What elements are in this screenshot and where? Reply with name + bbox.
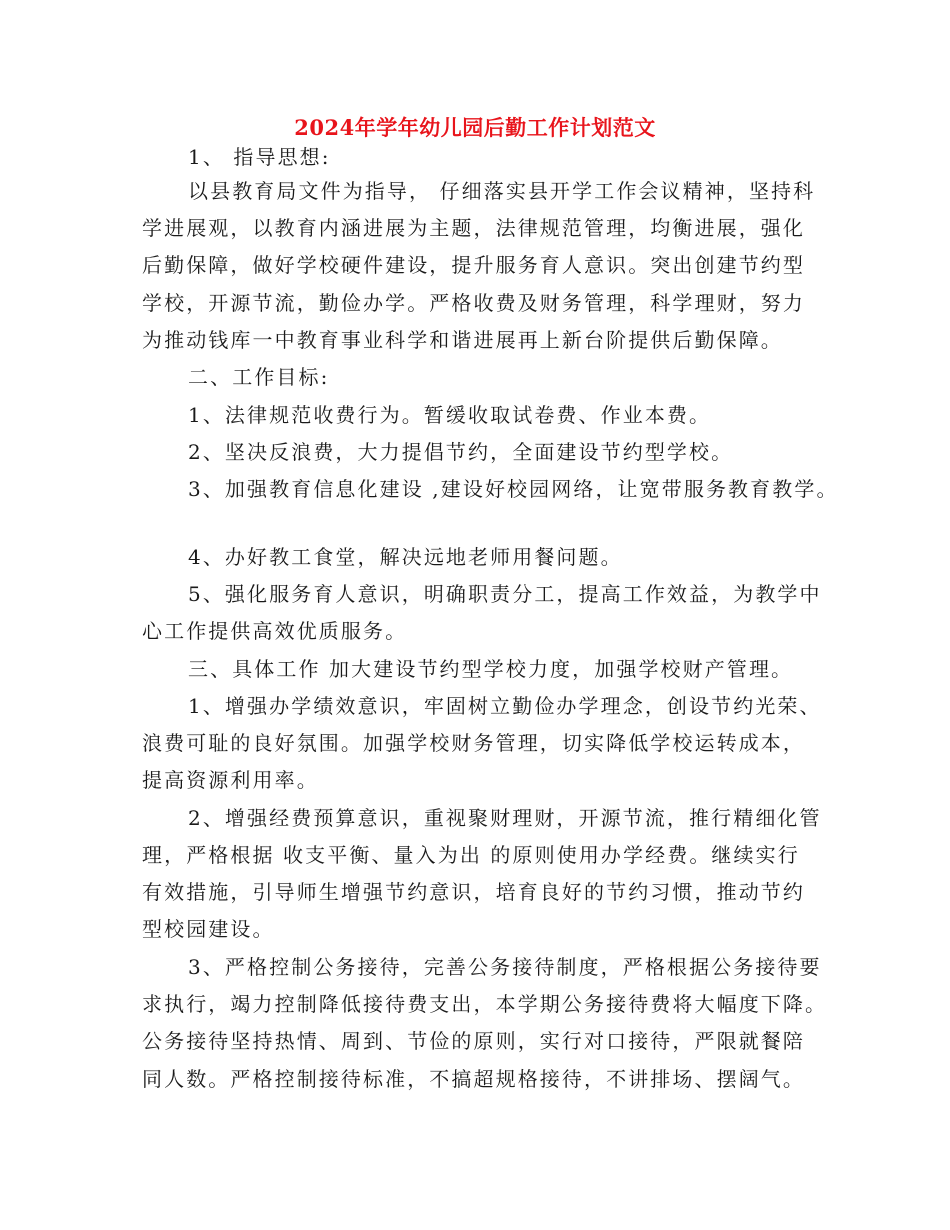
heading-specific-work: 三、具体工作 加大建设节约型学校力度，加强学校财产管理。 <box>188 657 794 681</box>
paragraph-line: 为推动钱库一中教育事业科学和谐进展再上新台阶提供后勤保障。 <box>142 328 783 352</box>
paragraph-line: 浪费可耻的良好氛围。加强学校财务管理，切实降低学校运转成本， <box>142 731 805 755</box>
paragraph-line: 提高资源利用率。 <box>142 768 319 792</box>
goal-item: 1、法律规范收费行为。暂缓收取试卷费、作业本费。 <box>188 403 712 427</box>
work-item: 2、增强经费预算意识，重视聚财理财，开源节流，推行精细化管 <box>188 806 822 830</box>
paragraph-line: 学进展观，以教育内涵进展为主题，法律规范管理，均衡进展，强化 <box>142 216 805 240</box>
paragraph-line: 有效措施，引导师生增强节约意识，培育良好的节约习惯，推动节约 <box>142 880 805 904</box>
goal-item: 3、加强教育信息化建设 ,建设好校园网络，让宽带服务教育教学。 <box>188 477 839 501</box>
goal-item: 5、强化服务育人意识，明确职责分工，提高工作效益，为教学中 <box>188 582 822 606</box>
document-title: 2024年学年幼儿园后勤工作计划范文 <box>294 115 656 140</box>
paragraph-line: 学校，开源节流，勤俭办学。严格收费及财务管理，科学理财，努力 <box>142 291 805 315</box>
paragraph-line: 公务接待坚持热情、周到、节俭的原则，实行对口接待，严限就餐陪 <box>142 1029 805 1053</box>
paragraph-line: 理，严格根据 收支平衡、量入为出 的原则使用办学经费。继续实行 <box>142 843 800 867</box>
heading-guiding-ideology: 1、 指导思想: <box>188 145 331 169</box>
goal-item: 2、坚决反浪费，大力提倡节约，全面建设节约型学校。 <box>188 440 734 464</box>
goal-item: 4、办好教工食堂，解决远地老师用餐问题。 <box>188 545 623 569</box>
paragraph-line: 心工作提供高效优质服务。 <box>142 619 408 643</box>
paragraph-line: 同人数。严格控制接待标准，不搞超规格接待，不讲排场、摆阔气。 <box>142 1067 805 1091</box>
heading-work-goals: 二、工作目标: <box>188 365 330 389</box>
paragraph-line: 后勤保障，做好学校硬件建设，提升服务育人意识。突出创建节约型 <box>142 253 805 277</box>
work-item: 3、严格控制公务接待，完善公务接待制度，严格根据公务接待要 <box>188 955 822 979</box>
work-item: 1、增强办学绩效意识，牢固树立勤俭办学理念，创设节约光荣、 <box>188 694 822 718</box>
paragraph-line: 型校园建设。 <box>142 917 275 941</box>
paragraph-line: 求执行，竭力控制降低接待费支出，本学期公务接待费将大幅度下降。 <box>142 992 828 1016</box>
paragraph-line: 以县教育局文件为指导， 仔细落实县开学工作会议精神，坚持科 <box>188 179 816 203</box>
